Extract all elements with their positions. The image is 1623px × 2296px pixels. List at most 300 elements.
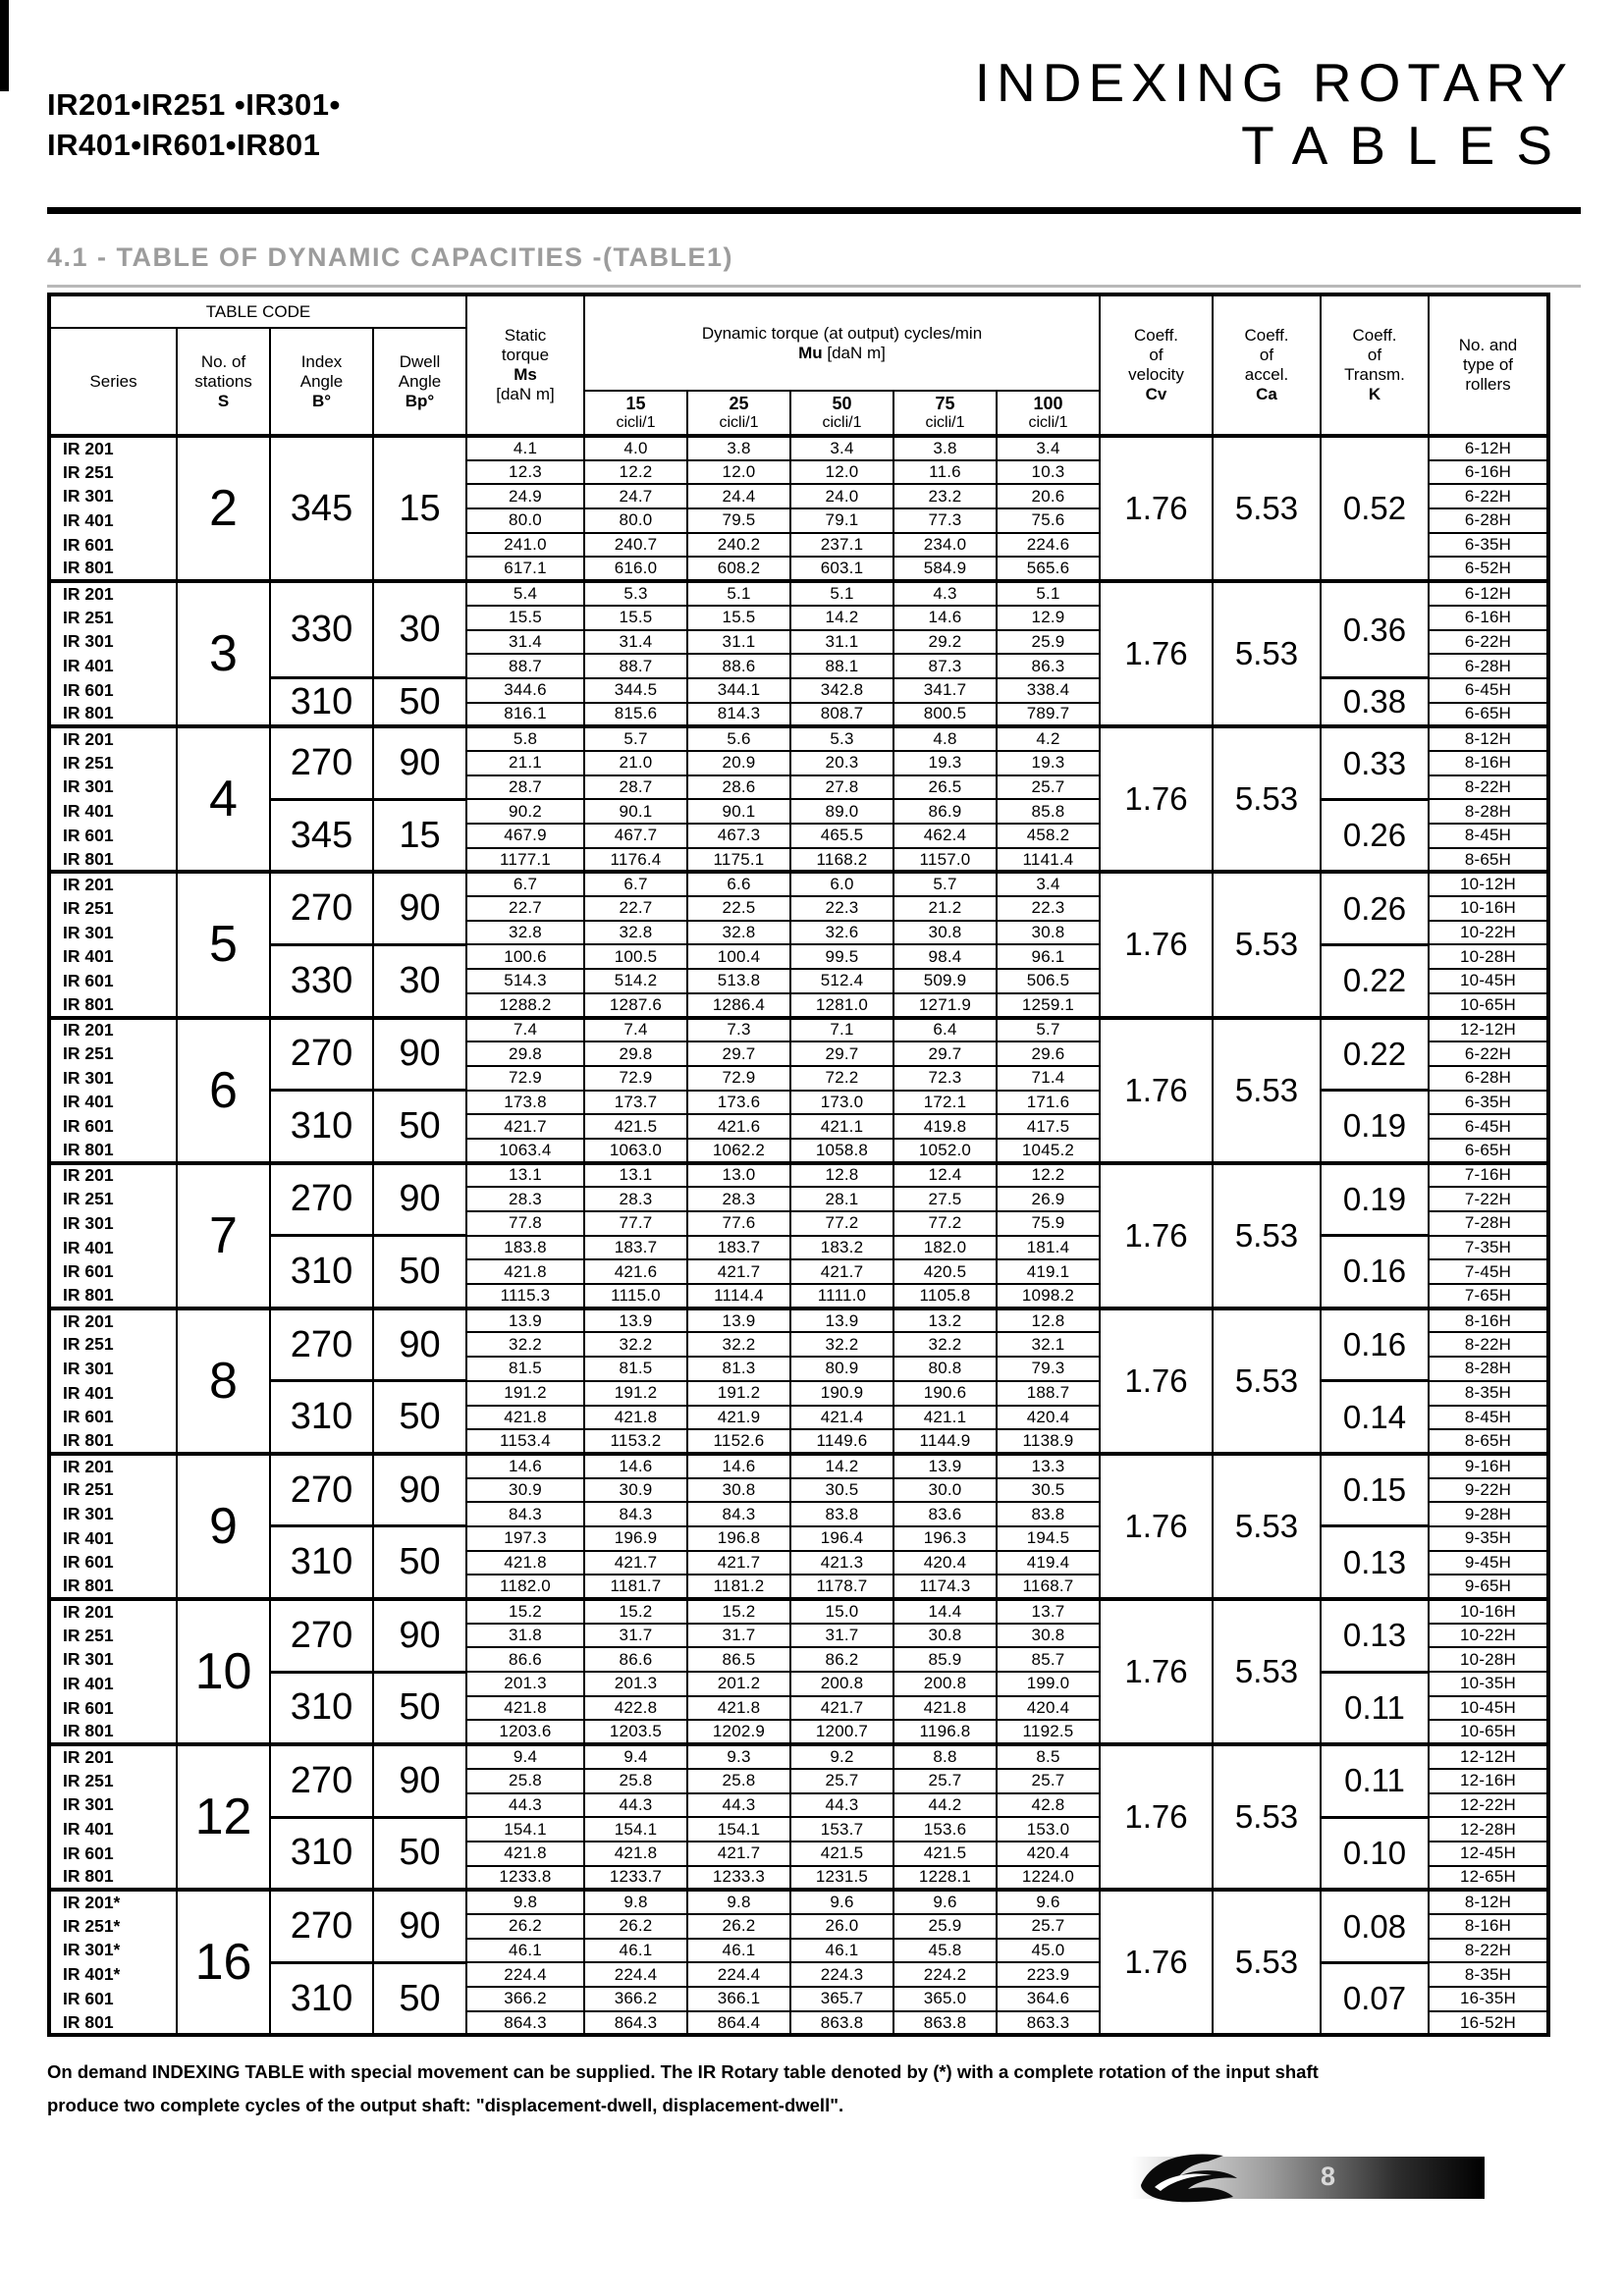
ca-value: 5.53 [1213,1744,1321,1890]
dynamic-torque-value: 421.5 [790,1842,893,1866]
dynamic-torque-value: 12.9 [997,606,1100,630]
dynamic-torque-value: 72.9 [584,1066,687,1091]
rollers-type: 8-28H [1429,1357,1548,1381]
series-cell: IR 301 [49,630,177,655]
k-symbol: K [1368,385,1381,403]
series-cell: IR 301 [49,1211,177,1236]
dynamic-torque-value: 25.7 [997,1769,1100,1793]
table-row [49,1744,1548,1769]
static-torque-value: 816.1 [466,703,584,727]
dynamic-torque-value: 224.4 [584,1962,687,1987]
static-torque-value: 21.1 [466,751,584,775]
rollers-type: 8-12H [1429,1890,1548,1914]
dynamic-torque-value: 183.7 [584,1236,687,1260]
cv-header-line: velocity [1128,365,1184,384]
k-value: 0.11 [1321,1744,1429,1817]
k-value: 0.13 [1321,1526,1429,1599]
series-cell: IR 401 [49,1381,177,1406]
series-cell: IR 251 [49,1187,177,1211]
dynamic-torque-value: 24.0 [790,484,893,508]
series-cell: IR 601 [49,533,177,558]
dynamic-torque-value: 513.8 [687,969,790,993]
dynamic-torque-value: 201.3 [584,1672,687,1696]
static-torque-value: 173.8 [466,1091,584,1115]
dynamic-torque-value: 420.4 [893,1551,997,1575]
table-row [49,678,1548,703]
rollers-type: 6-22H [1429,484,1548,508]
dynamic-torque-value: 1045.2 [997,1139,1100,1163]
cicli-unit: cicli/1 [925,413,965,431]
static-torque-value: 86.6 [466,1647,584,1672]
cicli-unit: cicli/1 [822,413,862,431]
dynamic-torque-value: 46.1 [790,1939,893,1963]
dynamic-torque-value: 11.6 [893,460,997,485]
header-divider-rule [47,207,1581,214]
static-torque-value: 241.0 [466,533,584,558]
stations-count: 12 [177,1744,270,1890]
rollers-type: 8-22H [1429,775,1548,800]
dynamic-torque-value: 4.3 [893,581,997,606]
dynamic-torque-value: 32.6 [790,921,893,945]
static-torque-value: 7.4 [466,1018,584,1042]
dynamic-torque-value: 30.8 [997,1624,1100,1648]
dynamic-torque-value: 1271.9 [893,993,997,1018]
series-cell: IR 601 [49,1842,177,1866]
dwell-angle: 30 [373,581,466,678]
dynamic-torque-value: 421.5 [893,1842,997,1866]
dynamic-torque-value: 13.9 [790,1308,893,1333]
dynamic-torque-value: 75.9 [997,1211,1100,1236]
rollers-type: 8-22H [1429,1332,1548,1357]
cicli-header-50 [790,391,893,436]
rollers-type: 6-35H [1429,1091,1548,1115]
static-torque-value: 46.1 [466,1939,584,1963]
rollers-type: 9-35H [1429,1526,1548,1551]
static-torque-value: 1233.8 [466,1866,584,1891]
dynamic-torque-value: 32.1 [997,1332,1100,1357]
rollers-type: 7-65H [1429,1284,1548,1308]
dynamic-torque-value: 1281.0 [790,993,893,1018]
dynamic-torque-value: 8.8 [893,1744,997,1769]
rollers-type: 10-16H [1429,896,1548,921]
page-number: 8 [1321,2162,1336,2191]
index-angle: 310 [270,1091,373,1163]
dynamic-torque-value: 5.7 [997,1018,1100,1042]
ca-value: 5.53 [1213,581,1321,726]
dynamic-torque-value: 32.8 [584,921,687,945]
k-value: 0.26 [1321,872,1429,944]
stations-header-line: No. of [200,351,246,371]
series-cell: IR 201 [49,436,177,460]
rollers-type: 8-45H [1429,824,1548,848]
cv-header [1100,294,1213,436]
series-cell: IR 401 [49,508,177,533]
mu-symbol: Mu [798,343,823,362]
dynamic-torque-value: 22.5 [687,896,790,921]
dynamic-torque-value: 71.4 [997,1066,1100,1091]
cv-value: 1.76 [1100,1163,1213,1308]
static-torque-value: 22.7 [466,896,584,921]
cicli-header-15 [584,391,687,436]
dynamic-torque-value: 79.1 [790,508,893,533]
dynamic-torque-value: 344.1 [687,678,790,703]
static-torque-value: 31.4 [466,630,584,655]
rollers-type: 10-45H [1429,969,1548,993]
dynamic-torque-value: 13.7 [997,1599,1100,1624]
dynamic-torque-value: 12.0 [790,460,893,485]
dynamic-torque-value: 13.9 [687,1308,790,1333]
rollers-type: 7-28H [1429,1211,1548,1236]
dwell-angle: 30 [373,944,466,1017]
dynamic-torque-value: 154.1 [584,1817,687,1842]
rollers-type: 8-65H [1429,848,1548,873]
dynamic-torque-value: 1141.4 [997,848,1100,873]
series-cell: IR 401 [49,944,177,969]
k-value: 0.13 [1321,1599,1429,1672]
series-cell: IR 401 [49,1236,177,1260]
table-row [49,1526,1548,1551]
k-value: 0.11 [1321,1672,1429,1744]
dynamic-torque-value: 81.5 [584,1357,687,1381]
dynamic-torque-value: 30.8 [687,1478,790,1503]
series-cell: IR 201 [49,872,177,896]
rollers-type: 8-28H [1429,799,1548,824]
series-cell: IR 301 [49,921,177,945]
dynamic-torque-value: 28.1 [790,1187,893,1211]
table-row [49,1091,1548,1115]
cicli-unit: cicli/1 [719,413,759,431]
dwell-angle: 90 [373,872,466,944]
static-torque-value: 9.8 [466,1890,584,1914]
rollers-type: 9-65H [1429,1575,1548,1599]
dynamic-torque-value: 183.2 [790,1236,893,1260]
dynamic-torque-value: 44.3 [790,1793,893,1818]
dynamic-torque-value: 77.7 [584,1211,687,1236]
dynamic-torque-value: 29.7 [893,1041,997,1066]
static-torque-value: 77.8 [466,1211,584,1236]
dynamic-torque-value: 506.5 [997,969,1100,993]
ca-header-line: of [1259,346,1274,364]
ca-value: 5.53 [1213,872,1321,1017]
dynamic-torque-value: 83.8 [997,1502,1100,1526]
rollers-type: 6-65H [1429,1139,1548,1163]
dynamic-torque-value: 603.1 [790,557,893,581]
rollers-type: 8-35H [1429,1962,1548,1987]
series-cell: IR 301 [49,1066,177,1091]
static-header-unit: [daN m] [496,385,555,403]
dynamic-torque-value: 1178.7 [790,1575,893,1599]
dynamic-torque-value: 3.4 [790,436,893,460]
rollers-type: 7-22H [1429,1187,1548,1211]
dynamic-torque-value: 9.6 [790,1890,893,1914]
dynamic-torque-value: 421.5 [584,1114,687,1139]
dynamic-torque-value: 99.5 [790,944,893,969]
page-title-line2: TABLES [1241,115,1574,176]
dynamic-torque-value: 7.4 [584,1018,687,1042]
dynamic-torque-value: 1231.5 [790,1866,893,1891]
dynamic-torque-value: 1233.7 [584,1866,687,1891]
ca-header-line: Coeff. [1244,326,1289,345]
cv-value: 1.76 [1100,726,1213,872]
rollers-type: 6-22H [1429,1041,1548,1066]
series-cell: IR 801 [49,848,177,873]
ca-value: 5.53 [1213,726,1321,872]
rollers-header-line: type of [1462,355,1514,374]
index-angle: 270 [270,1018,373,1091]
series-cell: IR 801 [49,1429,177,1454]
k-value: 0.26 [1321,799,1429,872]
dynamic-torque-value: 75.6 [997,508,1100,533]
dynamic-torque-value: 1138.9 [997,1429,1100,1454]
series-cell: IR 201 [49,726,177,751]
rollers-header [1429,294,1548,436]
stations-count: 5 [177,872,270,1017]
dynamic-torque-value: 421.9 [687,1406,790,1430]
dynamic-torque-value: 420.5 [893,1259,997,1284]
section-title-rule [47,285,1581,288]
dynamic-torque-value: 27.8 [790,775,893,800]
rollers-type: 6-22H [1429,630,1548,655]
dynamic-torque-value: 467.3 [687,824,790,848]
rollers-type: 12-65H [1429,1866,1548,1891]
dynamic-torque-value: 421.7 [687,1551,790,1575]
dynamic-torque-value: 5.7 [893,872,997,896]
static-torque-value: 1288.2 [466,993,584,1018]
dynamic-torque-value: 25.7 [997,1914,1100,1939]
static-torque-value: 197.3 [466,1526,584,1551]
dynamic-torque-value: 565.6 [997,557,1100,581]
series-cell: IR 251 [49,1769,177,1793]
dwell-angle: 90 [373,1890,466,1962]
dynamic-torque-value: 9.6 [997,1890,1100,1914]
dynamic-torque-value: 234.0 [893,533,997,558]
static-torque-value: 90.2 [466,799,584,824]
dynamic-torque-value: 196.8 [687,1526,790,1551]
rollers-type: 8-35H [1429,1381,1548,1406]
dynamic-torque-value: 86.5 [687,1647,790,1672]
index-angle: 270 [270,1744,373,1817]
index-angle: 310 [270,1526,373,1599]
dynamic-torque-value: 608.2 [687,557,790,581]
dwell-angle: 50 [373,1962,466,2035]
static-torque-value: 5.8 [466,726,584,751]
static-torque-value: 6.7 [466,872,584,896]
rollers-type: 12-22H [1429,1793,1548,1818]
dynamic-torque-value: 800.5 [893,703,997,727]
static-torque-value: 12.3 [466,460,584,485]
scan-artifact [0,0,9,91]
series-cell: IR 401 [49,1672,177,1696]
static-torque-value: 514.3 [466,969,584,993]
dynamic-torque-value: 77.2 [893,1211,997,1236]
dynamic-torque-value: 1115.0 [584,1284,687,1308]
dynamic-torque-value: 25.9 [997,630,1100,655]
k-value: 0.52 [1321,436,1429,581]
dynamic-torque-value: 200.8 [790,1672,893,1696]
static-torque-value: 467.9 [466,824,584,848]
dynamic-torque-value: 1144.9 [893,1429,997,1454]
dynamic-torque-value: 5.3 [584,581,687,606]
dwell-angle-header [373,328,466,436]
series-cell: IR 201 [49,1018,177,1042]
series-cell: IR 601 [49,678,177,703]
series-cell: IR 801 [49,993,177,1018]
static-torque-value: 1182.0 [466,1575,584,1599]
static-torque-value: 421.8 [466,1842,584,1866]
dynamic-torque-value: 154.1 [687,1817,790,1842]
dynamic-torque-value: 421.7 [687,1842,790,1866]
ca-value: 5.53 [1213,1454,1321,1599]
dynamic-torque-value: 72.9 [687,1066,790,1091]
table-row [49,1890,1548,1914]
static-torque-value: 864.3 [466,2011,584,2036]
dynamic-torque-value: 14.2 [790,606,893,630]
series-cell: IR 201 [49,1599,177,1624]
dynamic-torque-value: 1168.2 [790,848,893,873]
dynamic-torque-value: 864.3 [584,2011,687,2036]
footnote-line1: On demand INDEXING TABLE with special movement can be supplied. The IR Rotary table denoted by (*) with a complete rotation of the input shaft [47,2061,1319,2082]
series-cell: IR 251 [49,606,177,630]
series-cell: IR 801 [49,703,177,727]
series-cell: IR 301 [49,775,177,800]
dwell-angle: 50 [373,1817,466,1890]
stations-symbol: S [217,391,230,410]
dynamic-torque-value: 45.0 [997,1939,1100,1963]
dynamic-torque-value: 25.8 [584,1769,687,1793]
cicli-value: 50 [832,393,852,413]
stations-count: 9 [177,1454,270,1599]
dynamic-torque-value: 196.9 [584,1526,687,1551]
rollers-type: 8-65H [1429,1429,1548,1454]
k-value: 0.16 [1321,1236,1429,1308]
dynamic-torque-value: 465.5 [790,824,893,848]
static-torque-value: 1153.4 [466,1429,584,1454]
dynamic-torque-value: 100.5 [584,944,687,969]
static-torque-value: 1203.6 [466,1720,584,1744]
dynamic-torque-value: 86.9 [893,799,997,824]
rollers-type: 9-22H [1429,1478,1548,1503]
dynamic-torque-value: 90.1 [687,799,790,824]
series-codes-line2: IR401•IR601•IR801 [47,128,321,162]
dwell-angle: 90 [373,1308,466,1381]
series-cell: IR 801 [49,1866,177,1891]
dynamic-torque-value: 1105.8 [893,1284,997,1308]
dynamic-torque-value: 7.3 [687,1018,790,1042]
dynamic-torque-value: 1168.7 [997,1575,1100,1599]
dynamic-torque-value: 30.5 [997,1478,1100,1503]
dynamic-torque-value: 12.4 [893,1163,997,1188]
index-angle: 270 [270,1599,373,1672]
dynamic-torque-value: 13.9 [893,1454,997,1478]
static-header-line: torque [501,346,550,364]
k-value: 0.38 [1321,678,1429,726]
dynamic-torque-value: 462.4 [893,824,997,848]
cicli-value: 75 [935,393,955,413]
k-header-line: Transm. [1344,365,1405,384]
rollers-type: 9-28H [1429,1502,1548,1526]
rollers-type: 10-65H [1429,1720,1548,1744]
cicli-header-25 [687,391,790,436]
dynamic-torque-value: 79.5 [687,508,790,533]
static-torque-value: 1115.3 [466,1284,584,1308]
index-angle: 310 [270,1236,373,1308]
dwell-angle: 15 [373,436,466,581]
dwell-angle: 90 [373,1599,466,1672]
stations-count: 10 [177,1599,270,1744]
dynamic-torque-value: 182.0 [893,1236,997,1260]
static-torque-value: 72.9 [466,1066,584,1091]
dynamic-torque-value: 419.8 [893,1114,997,1139]
dynamic-torque-value: 29.7 [687,1041,790,1066]
dynamic-torque-value: 616.0 [584,557,687,581]
dynamic-torque-value: 224.4 [687,1962,790,1987]
rollers-header-line: rollers [1465,375,1511,394]
rollers-type: 8-16H [1429,751,1548,775]
dynamic-header-line: Dynamic torque (at output) cycles/min [701,323,983,343]
dynamic-torque-value: 31.4 [584,630,687,655]
rollers-type: 10-45H [1429,1696,1548,1721]
dynamic-torque-value: 30.5 [790,1478,893,1503]
series-cell: IR 801 [49,1139,177,1163]
dynamic-torque-value: 1175.1 [687,848,790,873]
dynamic-torque-value: 19.3 [893,751,997,775]
mu-unit: [daN m] [827,343,886,362]
rollers-type: 12-16H [1429,1769,1548,1793]
table-row [49,1381,1548,1406]
dwell-angle: 90 [373,726,466,799]
dynamic-torque-value: 240.7 [584,533,687,558]
cv-header-line: of [1149,346,1163,364]
dynamic-torque-value: 199.0 [997,1672,1100,1696]
cv-symbol: Cv [1145,385,1167,403]
dynamic-torque-value: 421.8 [584,1842,687,1866]
dynamic-torque-value: 864.4 [687,2011,790,2036]
index-angle: 270 [270,1163,373,1236]
stations-count: 3 [177,581,270,726]
rollers-type: 6-12H [1429,436,1548,460]
dynamic-torque-value: 83.8 [790,1502,893,1526]
dynamic-torque-value: 88.6 [687,654,790,678]
rollers-type: 6-16H [1429,460,1548,485]
dwell-angle: 50 [373,1672,466,1744]
dynamic-torque-value: 421.4 [790,1406,893,1430]
dynamic-torque-value: 15.5 [584,606,687,630]
stations-count: 4 [177,726,270,872]
index-angle: 345 [270,799,373,872]
dynamic-torque-value: 420.4 [997,1696,1100,1721]
dynamic-torque-value: 14.6 [687,1454,790,1478]
dynamic-torque-value: 13.9 [584,1308,687,1333]
dynamic-torque-value: 153.7 [790,1817,893,1842]
dynamic-torque-value: 31.1 [687,630,790,655]
series-header: Series [49,328,177,436]
series-cell: IR 801 [49,1284,177,1308]
rollers-type: 6-28H [1429,508,1548,533]
dynamic-torque-value: 87.3 [893,654,997,678]
dynamic-torque-value: 22.3 [790,896,893,921]
dynamic-torque-value: 83.6 [893,1502,997,1526]
static-torque-value: 88.7 [466,654,584,678]
rollers-type: 9-16H [1429,1454,1548,1478]
dynamic-torque-value: 8.5 [997,1744,1100,1769]
dynamic-torque-value: 30.8 [997,921,1100,945]
dynamic-torque-value: 44.3 [584,1793,687,1818]
table-header [49,294,1548,436]
dynamic-torque-value: 183.7 [687,1236,790,1260]
dynamic-torque-header [584,294,1100,391]
dynamic-torque-value: 77.2 [790,1211,893,1236]
dynamic-torque-value: 196.4 [790,1526,893,1551]
